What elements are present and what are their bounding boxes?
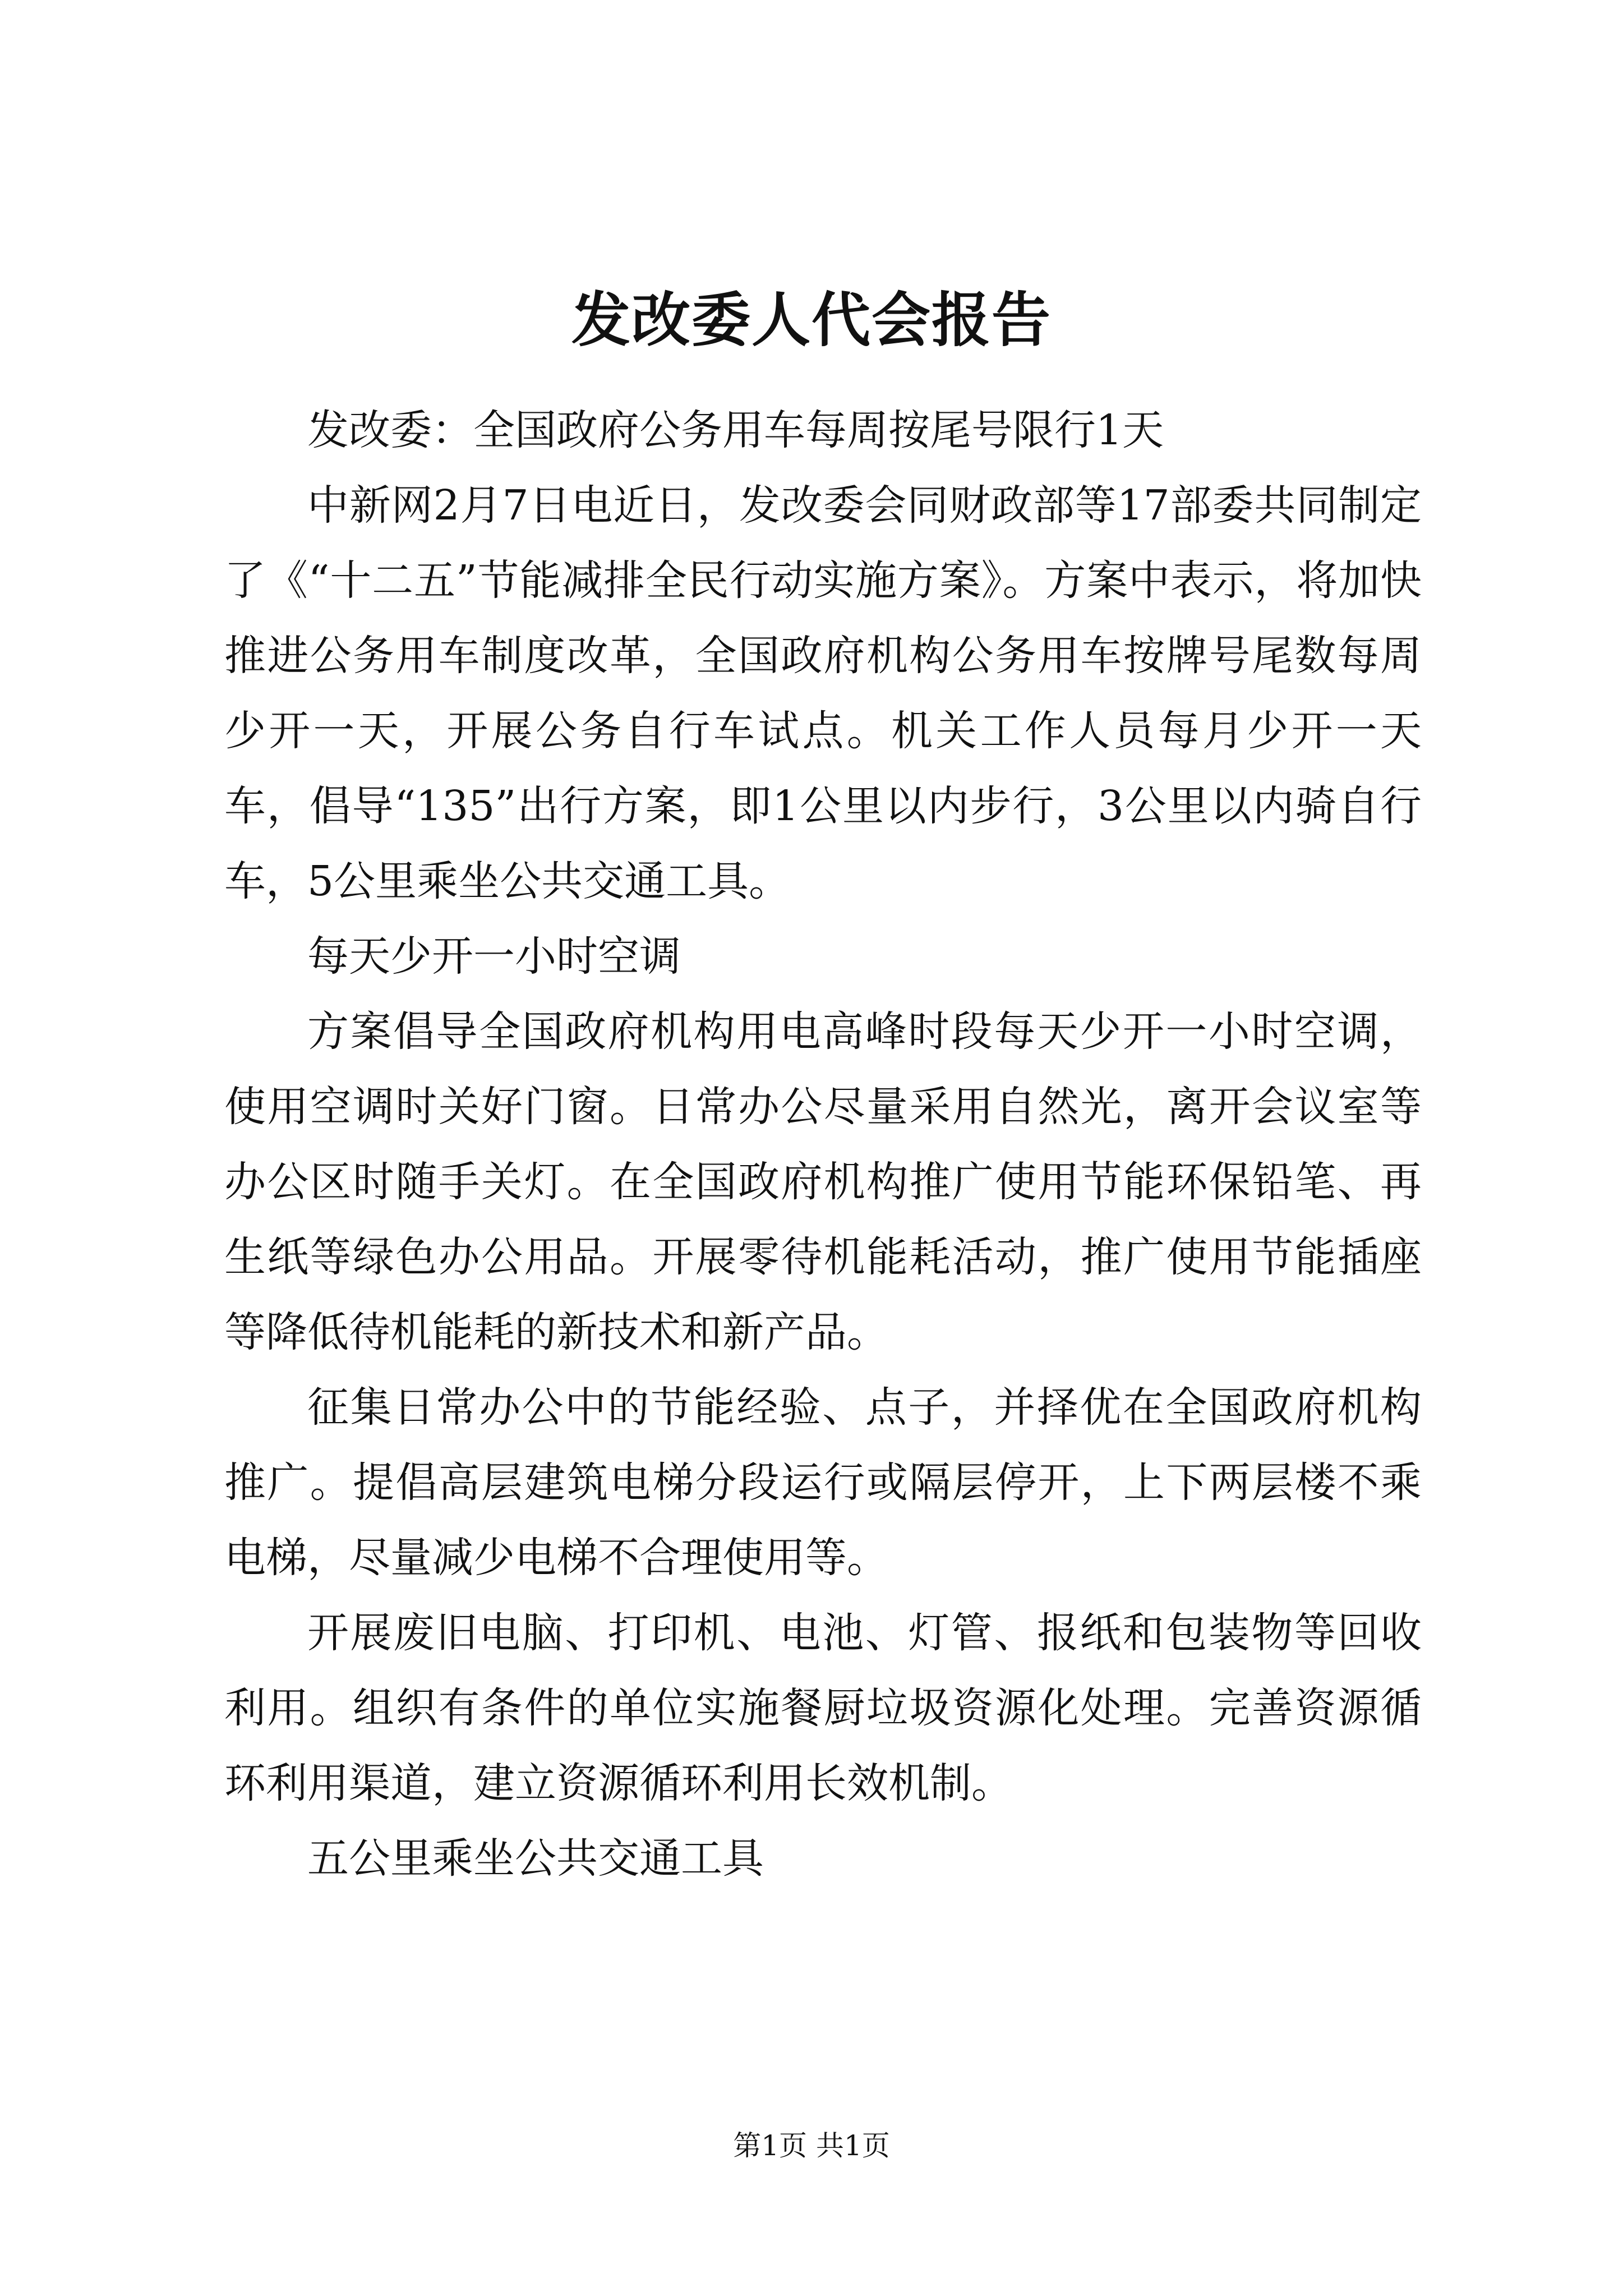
paragraph-4: 方案倡导全国政府机构用电高峰时段每天少开一小时空调，使用空调时关好门窗。日常办公尽量采用自然光，离开会议室等办公区时随手关灯。在全国政府机构推广使用节能环保铅笔、再生纸等绿色办公用品。开展零待机能耗活动，推广使用节能插座等降低待机能耗的新技术和新产品。 [224, 1007, 1422, 1356]
document-title: 发改委人代会报告 [571, 285, 1052, 355]
document-body [224, 393, 1422, 1896]
paragraph-7: 五公里乘坐公共交通工具 [307, 1834, 764, 1883]
paragraph-6: 开展废旧电脑、打印机、电池、灯管、报纸和包装物等回收利用。组织有条件的单位实施餐厨垃圾资源化处理。完善资源循环利用渠道，建立资源循环利用长效机制。 [224, 1609, 1422, 1807]
paragraph-1: 发改委：全国政府公务用车每周按尾号限行1天 [307, 406, 1164, 454]
page-footer: 第1页 共1页 [733, 2129, 890, 2162]
paragraph-5: 征集日常办公中的节能经验、点子，并择优在全国政府机构推广。提倡高层建筑电梯分段运行或隔层停开，上下两层楼不乘电梯，尽量减少电梯不合理使用等。 [224, 1383, 1422, 1582]
paragraph-3: 每天少开一小时空调 [307, 932, 681, 981]
paragraph-2: 中新网2月7日电近日，发改委会同财政部等17部委共同制定了《“十二五”节能减排全民行动实施方案》。方案中表示，将加快推进公务用车制度改革，全国政府机构公务用车按牌号尾数每周少开一天，开展公务自行车试点。机关工作人员每月少开一天车，倡导“135”出行方案，即1公里以内步行，3公里以内骑自行车，5公里乘坐公共交通工具。 [224, 481, 1422, 905]
